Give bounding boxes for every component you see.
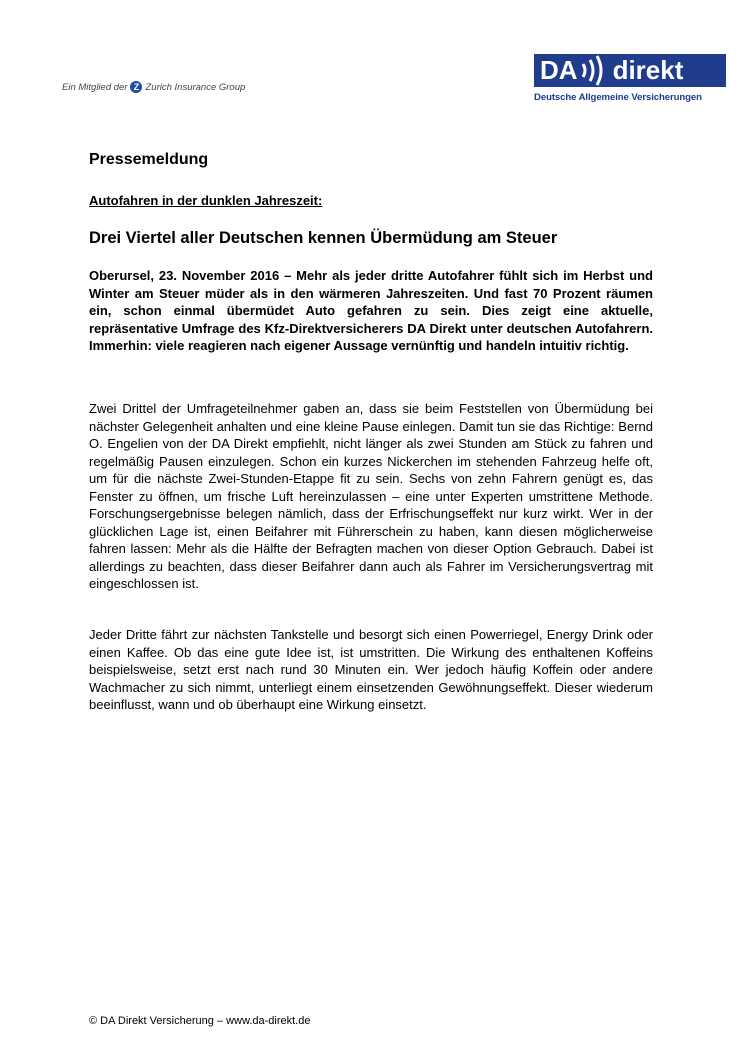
document-label: Pressemeldung [89, 151, 209, 168]
logo-da-text: DA [534, 54, 580, 87]
member-text-after: Zurich Insurance Group [145, 81, 246, 93]
da-direkt-logo [534, 54, 726, 103]
document-headline: Drei Viertel aller Deutschen kennen Übermüdung am Steuer [89, 229, 558, 247]
zurich-logo-icon: Z [130, 81, 142, 93]
logo-subtitle: Deutsche Allgemeine Versicherungen [534, 92, 702, 103]
body-paragraph: Zwei Drittel der Umfrageteilnehmer gaben an, dass sie beim Feststellen von Übermüdung bei nächster Gelegenheit anhalten und eine kleine Pause einlegen. Damit tun sie das Richtige: Bernd O. Engelien von der DA Direkt empfiehlt, nicht länger als zwei Stunden am Stück zu fahren und regelmäßig Pausen einzulegen. Schon ein kurzes Nickerchen im stehenden Fahrzeug helfe oft, um für die nächste Zwei-Stunden-Etappe fit zu sein. Sechs von zehn Fahrern genügt es, das Fenster zu öffnen, um frische Luft hereinzulassen – eine unter Experten umstrittene Methode. Forschungsergebnisse belegen nämlich, dass der Erfrischungseffekt nur kurz wirkt. Wer in der glücklichen Lage ist, einen Beifahrer mit Führerschein zu haben, kann diesen möglicherweise fahren lassen: Mehr als die Hälfte der Befragten machen von dieser Option Gebrauch. Dabei ist allerdings zu beachten, dass dieser Beifahrer dann auch als Fahrer im Versicherungsvertrag mit eingeschlossen ist. [89, 401, 653, 591]
zurich-membership-line [62, 81, 245, 93]
logo-direkt-text: direkt [608, 54, 726, 87]
footer-copyright: © DA Direkt Versicherung – www.da-direkt.de [89, 1015, 311, 1027]
body-paragraph: Jeder Dritte fährt zur nächsten Tankstelle und besorgt sich einen Powerriegel, Energy Drink oder einen Kaffee. Ob das eine gute Idee ist, ist umstritten. Die Wirkung des enthaltenen Koffeins beispielsweise, setzt erst nach rund 30 Minuten ein. Wer jedoch häufig Koffein oder andere Wachmacher zu sich nimmt, unterliegt einem einsetzenden Gewöhnungseffekt. Dieser wiederum beeinflusst, wann und ob überhaupt eine Wirkung einsetzt. [89, 627, 653, 712]
document-subheading: Autofahren in der dunklen Jahreszeit: [89, 193, 323, 208]
radio-waves-icon [580, 54, 608, 87]
member-text-before: Ein Mitglied der [62, 81, 128, 93]
lead-paragraph: Oberursel, 23. November 2016 – Mehr als jeder dritte Autofahrer fühlt sich im Herbst und Winter am Steuer müder als in den wärmeren Jahreszeiten. Und fast 70 Prozent räumen ein, schon einmal übermüdet Auto gefahren zu sein. Dies zeigt eine aktuelle, repräsentative Umfrage des Kfz-Direktversicherers DA Direkt unter deutschen Autofahrern. Immerhin: viele reagieren nach eigener Aussage vernünftig und handeln intuitiv richtig. [89, 268, 653, 353]
